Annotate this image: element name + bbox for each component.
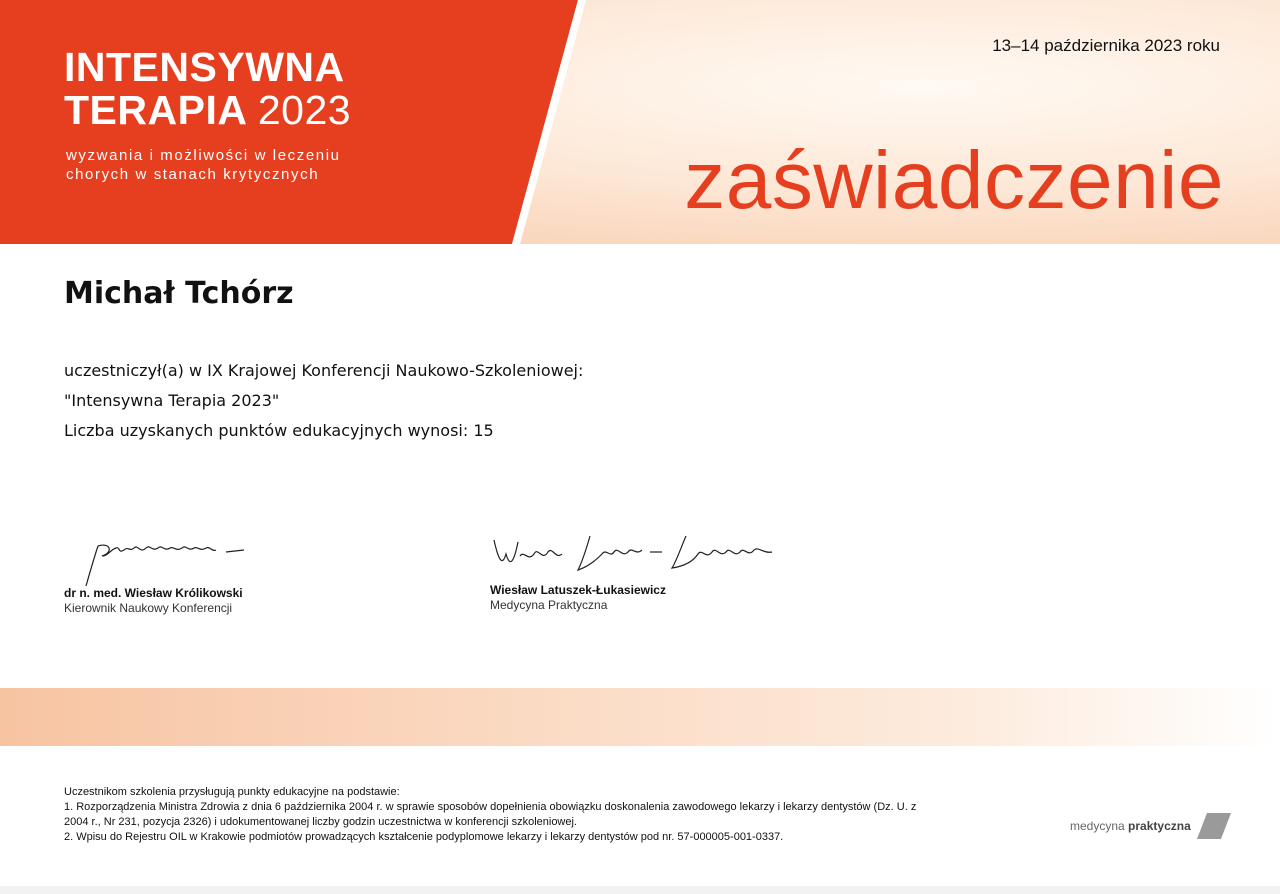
logo-text-light: medycyna bbox=[1070, 819, 1125, 833]
footer-point-2: 2. Wpisu do Rejestru OIL w Krakowie podmiotów prowadzących kształcenie podyplomowe lekarzy i lekarzy dentystów pod nr. 57-000005-001-0337. bbox=[64, 831, 784, 843]
page-bottom-edge bbox=[0, 886, 1280, 894]
certificate-header bbox=[0, 0, 1280, 244]
signatory-2-role: Medycyna Praktyczna bbox=[490, 598, 608, 612]
conference-year: 2023 bbox=[257, 87, 352, 133]
footer-intro: Uczestnikom szkolenia przysługują punkty edukacyjne na podstawie: bbox=[64, 786, 400, 798]
certificate-body bbox=[64, 360, 583, 450]
conference-title bbox=[64, 46, 351, 132]
points-text: Liczba uzyskanych punktów edukacyjnych wynosi: 15 bbox=[64, 421, 494, 440]
conference-subtitle-line2: chorych w stanach krytycznych bbox=[66, 166, 320, 183]
certificate-heading: zaświadczenie bbox=[684, 135, 1224, 226]
logo-mark-icon bbox=[1197, 813, 1231, 839]
conference-date: 13–14 października 2023 roku bbox=[992, 36, 1220, 55]
signatory-2-name: Wiesław Latuszek-Łukasiewicz bbox=[490, 583, 666, 597]
conference-subtitle-line1: wyzwania i możliwości w leczeniu bbox=[66, 147, 341, 164]
conference-title-line2: TERAPIA bbox=[64, 87, 246, 133]
signature-latuszek-image bbox=[490, 528, 780, 578]
logo-text-bold: praktyczna bbox=[1128, 819, 1191, 833]
signatory-1-name: dr n. med. Wiesław Królikowski bbox=[64, 586, 243, 600]
conference-subtitle bbox=[66, 146, 341, 184]
signatory-1-role: Kierownik Naukowy Konferencji bbox=[64, 601, 233, 615]
decorative-band bbox=[0, 688, 1280, 746]
footer-point-1: 1. Rozporządzenia Ministra Zdrowia z dnia 6 października 2004 r. w sprawie sposobów dopełnienia obowiązku doskonalenia zawodowego lekarzy i lekarzy dentystów (Dz. U. z 2004 r., Nr 231, pozycja 2326) i udokumentowanej liczby godzin uczestnictwa w konferencji szkoleniowej. bbox=[64, 801, 917, 828]
recipient-name: Michał Tchórz bbox=[64, 276, 294, 311]
legal-footer bbox=[64, 785, 924, 845]
medycyna-praktyczna-logo bbox=[1070, 813, 1231, 839]
conference-name: "Intensywna Terapia 2023" bbox=[64, 391, 280, 410]
conference-title-line1: INTENSYWNA bbox=[64, 44, 345, 90]
logo-text bbox=[1070, 819, 1191, 833]
signature-krolikowski-image bbox=[80, 536, 250, 592]
participation-text: uczestniczył(a) w IX Krajowej Konferencji Naukowo-Szkoleniowej: bbox=[64, 361, 584, 380]
